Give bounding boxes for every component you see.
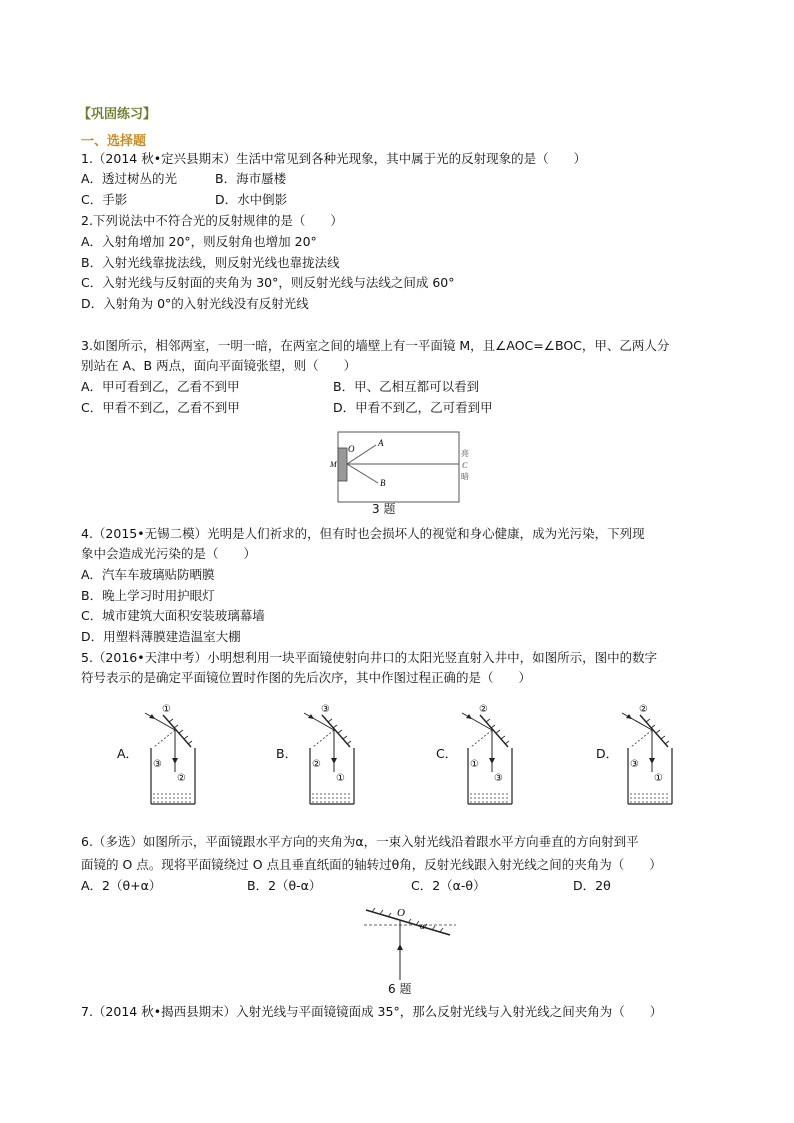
q6-hatch-8	[440, 928, 443, 932]
q2-option-d: D．入射角为 0°的入射光线没有反射光线	[81, 296, 309, 311]
q5c-mirror	[480, 715, 508, 747]
q5a-mirror	[163, 715, 191, 747]
q5-stem-line1: 5.（2016•天津中考）小明想利用一块平面镜使射向井口的太阳光竖直射入井中，如图所示，图中的数字	[81, 650, 658, 665]
q3-label-c: C	[462, 461, 468, 470]
q5-option-c-figure	[452, 700, 532, 808]
q5-option-d-label: D．	[596, 746, 619, 761]
q6-label-o: O	[397, 907, 405, 919]
q6-option-c: C．2（α-θ）	[411, 878, 486, 893]
q1-option-d: D．水中倒影	[215, 192, 288, 207]
q5d-mirror-hatch-5	[665, 741, 669, 744]
q5c-step-left: ①	[470, 759, 479, 770]
q5-stem-line2: 符号表示的是确定平面镜位置时作图的先后次序，其中作图过程正确的是（ ）	[81, 670, 532, 685]
q5d-mirror	[640, 715, 668, 747]
q5d-incident-ray	[622, 713, 652, 730]
q5c-mirror-hatch-4	[501, 736, 505, 739]
q6-figure	[360, 904, 460, 982]
q6-hatch-5	[416, 921, 419, 925]
q3-option-d: D．甲看不到乙，乙可看到甲	[333, 400, 493, 415]
q5b-incident-arrow	[308, 714, 314, 719]
q5d-step-top: ②	[639, 704, 648, 715]
q5a-mirror-hatch-3	[179, 730, 183, 733]
q5b-mirror-hatch-4	[343, 736, 347, 739]
q5d-mirror-hatch-3	[656, 730, 660, 733]
q5a-normal-line	[154, 730, 175, 747]
q6-hatch-1	[372, 908, 375, 912]
q5b-reflected-arrow	[331, 758, 337, 764]
q5c-incident-ray	[462, 713, 492, 730]
q1-option-a: A．透过树丛的光	[81, 171, 178, 186]
q5b-mirror-hatch-3	[338, 730, 342, 733]
q2-option-a: A．入射角增加 20°，则反射角也增加 20°	[81, 234, 317, 249]
q5-option-d-figure	[612, 700, 692, 808]
q5a-mirror-hatch-1	[169, 719, 173, 722]
q4-stem-line1: 4.（2015•无锡二模）光明是人们祈求的，但有时也会损坏人的视觉和身心健康，成为光污染，下列现	[81, 526, 645, 541]
q5c-mirror-hatch-3	[496, 730, 500, 733]
q5d-normal-line	[631, 730, 652, 747]
q5c-incident-arrow	[466, 714, 472, 719]
q1-option-b: B．海市蜃楼	[215, 171, 287, 186]
q2-option-b: B．入射光线靠拢法线，则反射光线也靠拢法线	[81, 255, 340, 270]
q5a-mirror-hatch-2	[174, 725, 178, 728]
q3-option-a: A．甲可看到乙，乙看不到甲	[81, 379, 240, 394]
q5d-reflected-arrow	[649, 758, 655, 764]
q6-hatch-2	[380, 910, 383, 914]
q5b-mirror-hatch-2	[333, 725, 337, 728]
q5d-incident-arrow	[626, 714, 632, 719]
q3-option-c: C．甲看不到乙，乙看不到甲	[81, 400, 240, 415]
q5a-reflected-arrow	[172, 758, 178, 764]
q6-option-a: A．2（θ+α）	[81, 878, 162, 893]
q5c-mirror-hatch-1	[486, 719, 490, 722]
q5c-step-top: ②	[479, 704, 488, 715]
q5b-incident-ray	[304, 713, 334, 730]
q5b-step-down: ①	[336, 773, 345, 784]
q5-option-b-figure	[294, 700, 374, 808]
q5d-mirror-hatch-1	[646, 719, 650, 722]
q5b-mirror	[322, 715, 350, 747]
q7-stem: 7.（2014 秋•揭西县期末）入射光线与平面镜镜面成 35°，那么反射光线与入射光线之间夹角为（ ）	[81, 1004, 663, 1019]
q5c-mirror-hatch-5	[505, 741, 509, 744]
q2-option-c: C．入射光线与反射面的夹角为 30°，则反射光线与法线之间成 60°	[81, 275, 455, 290]
q5a-mirror-hatch-4	[184, 736, 188, 739]
q5b-mirror-hatch-5	[347, 741, 351, 744]
q6-option-b: B．2（θ-α）	[247, 878, 322, 893]
q5d-mirror-hatch-4	[661, 736, 665, 739]
q3-room-outline	[338, 432, 459, 502]
section-title: 一、选择题	[81, 134, 147, 149]
q1-option-c: C．手影	[81, 192, 128, 207]
q5b-step-top: ③	[321, 704, 330, 715]
q4-option-a: A．汽车车玻璃贴防晒膜	[81, 567, 215, 582]
q6-figure-caption: 6 题	[388, 982, 412, 996]
q5d-step-left: ③	[630, 759, 639, 770]
q3-label-dark: 暗	[461, 472, 469, 481]
q6-label-alpha: α	[420, 921, 425, 931]
q5a-incident-arrow	[149, 714, 155, 719]
q5-option-c-label: C．	[436, 746, 458, 761]
q5d-step-down: ①	[654, 773, 663, 784]
q3-mirror	[338, 448, 347, 481]
q3-figure-caption: 3 题	[372, 502, 396, 516]
q4-option-c: C．城市建筑大面积安装玻璃幕墙	[81, 608, 265, 623]
q5a-step-top: ①	[162, 704, 171, 715]
q3-label-a: A	[378, 438, 384, 448]
q5c-normal-line	[471, 730, 492, 747]
q3-label-m: M	[330, 460, 337, 469]
q6-option-d: D．2θ	[573, 878, 611, 893]
q5a-incident-ray	[145, 713, 175, 730]
q4-option-d: D．用塑料薄膜建造温室大棚	[81, 629, 241, 644]
q5d-mirror-hatch-2	[651, 725, 655, 728]
q5a-step-left: ③	[153, 759, 162, 770]
q3-label-b: B	[380, 478, 386, 488]
q3-ray-ob	[347, 464, 378, 483]
q5b-mirror-hatch-1	[328, 719, 332, 722]
q3-figure	[330, 426, 469, 516]
q5c-step-down: ③	[494, 773, 503, 784]
q6-stem-line2: 面镜的 O 点。现将平面镜绕过 O 点且垂直纸面的轴转过θ角，反射光线跟入射光线之间的夹角为（ ）	[81, 857, 662, 872]
q2-stem: 2.下列说法中不符合光的反射规律的是（ ）	[81, 213, 343, 228]
q6-incident-arrow	[397, 944, 403, 950]
q3-label-o: O	[348, 444, 355, 454]
q5-option-a-label: A．	[117, 746, 139, 761]
q3-stem-line1: 3.如图所示，相邻两室，一明一暗，在两室之间的墙壁上有一平面镜 M，且∠AOC=∠BOC，甲、乙两人分	[81, 338, 670, 353]
q5a-mirror-hatch-5	[188, 741, 192, 744]
q5a-step-down: ②	[177, 773, 186, 784]
q3-stem-line2: 别站在 A、B 两点，面向平面镜张望，则（ ）	[81, 358, 357, 373]
q5c-reflected-arrow	[489, 758, 495, 764]
q3-option-b: B．甲、乙相互都可以看到	[333, 379, 480, 394]
q4-stem-line2: 象中会造成光污染的是（ ）	[81, 546, 257, 561]
q5c-mirror-hatch-2	[491, 725, 495, 728]
q6-stem-line1: 6.（多选）如图所示，平面镜跟水平方向的夹角为α，一束入射光线沿着跟水平方向垂直的方向射到平	[81, 834, 639, 849]
q5-option-a-figure	[135, 700, 215, 808]
q1-stem: 1.（2014 秋•定兴县期末）生活中常见到各种光现象，其中属于光的反射现象的是（ ）	[81, 151, 587, 166]
practice-header: 【巩固练习】	[78, 107, 157, 122]
q3-label-bright: 亮	[461, 449, 469, 458]
q5b-normal-line	[313, 730, 334, 747]
q4-option-b: B．晚上学习时用护眼灯	[81, 588, 215, 603]
q5b-step-left: ②	[312, 759, 321, 770]
q5-option-b-label: B．	[276, 746, 298, 761]
